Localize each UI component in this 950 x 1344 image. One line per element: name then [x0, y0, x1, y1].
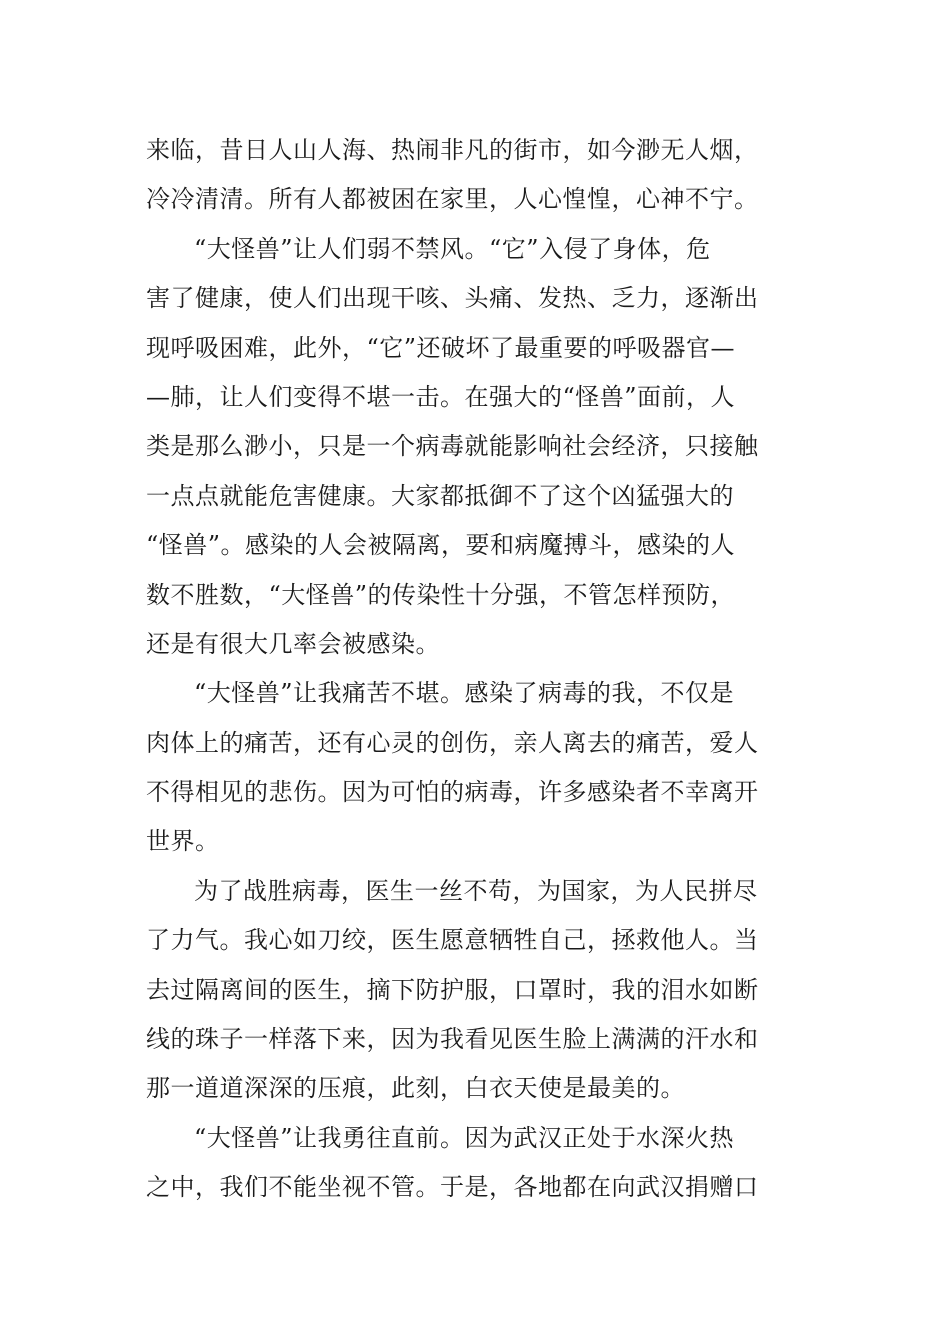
text-line: 为了战胜病毒，医生一丝不苟，为国家，为人民拼尽 [194, 876, 758, 905]
text-line: 类是那么渺小，只是一个病毒就能影响社会经济，只接触 [146, 432, 759, 461]
text-line: 一点点就能危害健康。大家都抵御不了这个凶猛强大的 [146, 481, 734, 510]
text-line: 害了健康，使人们出现干咳、头痛、发热、乏力，逐渐出 [146, 284, 759, 313]
paragraph [146, 126, 786, 225]
body-text [146, 126, 786, 1213]
paragraph [146, 225, 786, 670]
paragraph [146, 867, 786, 1114]
text-line: 世界。 [146, 827, 220, 856]
text-line: 冷冷清清。所有人都被困在家里，人心惶惶，心神不宁。 [146, 185, 759, 214]
paragraph [146, 669, 786, 867]
text-line: 还是有很大几率会被感染。 [146, 629, 440, 658]
text-line: 去过隔离间的医生，摘下防护服，口罩时，我的泪水如断 [146, 975, 759, 1004]
text-line: “大怪兽”让人们弱不禁风。“它”入侵了身体，危 [194, 234, 711, 263]
text-line: 不得相见的悲伤。因为可怕的病毒，许多感染者不幸离开 [146, 778, 759, 807]
text-line: 肉体上的痛苦，还有心灵的创伤，亲人离去的痛苦，爱人 [146, 728, 759, 757]
text-line: 那一道道深深的压痕，此刻，白衣天使是最美的。 [146, 1074, 685, 1103]
text-line: “怪兽”。感染的人会被隔离，要和病魔搏斗，感染的人 [146, 531, 736, 560]
text-line: —肺，让人们变得不堪一击。在强大的“怪兽”面前，人 [146, 382, 736, 411]
text-line: 数不胜数，“大怪兽”的传染性十分强，不管怎样预防， [146, 580, 736, 609]
text-line: “大怪兽”让我痛苦不堪。感染了病毒的我，不仅是 [194, 679, 735, 708]
paragraph [146, 1114, 786, 1213]
text-line: 来临，昔日人山人海、热闹非凡的街市，如今渺无人烟， [146, 136, 759, 164]
text-line: 现呼吸困难，此外，“它”还破坏了最重要的呼吸器官— [146, 333, 736, 362]
text-line: 之中，我们不能坐视不管。于是，各地都在向武汉捐赠口 [146, 1173, 759, 1202]
text-line: “大怪兽”让我勇往直前。因为武汉正处于水深火热 [194, 1123, 735, 1152]
text-line: 了力气。我心如刀绞，医生愿意牺牲自己，拯救他人。当 [146, 926, 759, 955]
text-line: 线的珠子一样落下来，因为我看见医生脸上满满的汗水和 [146, 1025, 759, 1054]
